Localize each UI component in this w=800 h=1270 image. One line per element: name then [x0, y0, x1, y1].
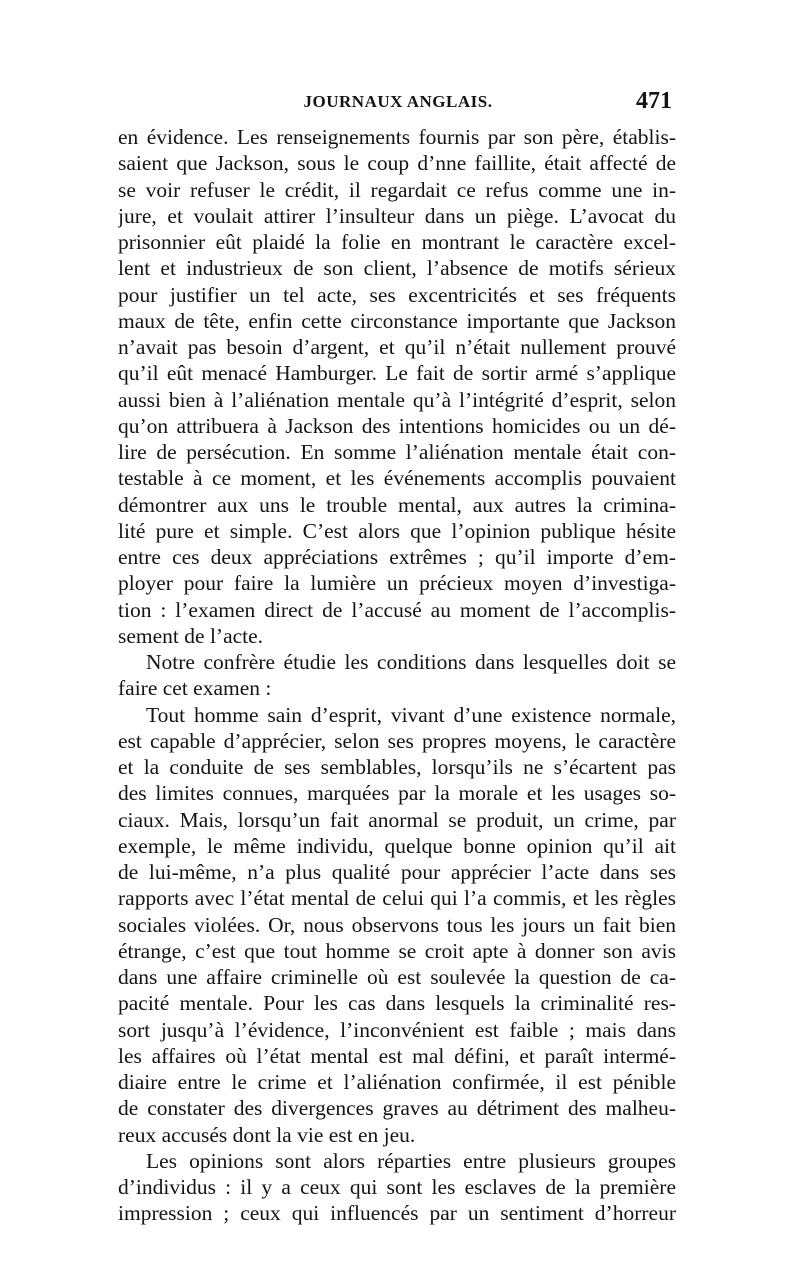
text-line: sement de l’acte.	[118, 623, 264, 648]
text-line: étrange, c’est que tout homme se croit apte à donner son avis	[118, 938, 676, 963]
text-line: Notre confrère étudie les conditions dans lesquelles doit se	[146, 650, 676, 674]
text-line: Tout homme sain d’esprit, vivant d’une existence normale,	[146, 702, 676, 727]
text-line: se voir refuser le crédit, il regardait ce refus comme une in-	[118, 177, 676, 202]
text-line: aussi bien à l’aliénation mentale qu’à l’intégrité d’esprit, selon	[118, 387, 676, 412]
body-text	[118, 124, 676, 1227]
text-line: en évidence. Les renseignements fournis par son père, établis-	[118, 125, 676, 149]
text-line: ciaux. Mais, lorsqu’un fait anormal se produit, un crime, par	[118, 807, 676, 832]
text-line: lent et industrieux de son client, l’absence de motifs sérieux	[118, 256, 676, 281]
text-line: Les opinions sont alors réparties entre plusieurs groupes	[146, 1148, 676, 1173]
text-line: qu’il eût menacé Hamburger. Le fait de sortir armé s’applique	[118, 361, 676, 386]
text-line: tion : l’examen direct de l’accusé au moment de l’accomplis-	[118, 597, 676, 622]
text-line: maux de tête, enfin cette circonstance importante que Jackson	[118, 308, 676, 333]
page-number: 471	[636, 88, 672, 114]
text-line: rapports avec l’état mental de celui qui l’a commis, et les règles	[118, 886, 676, 911]
text-line: lité pure et simple. C’est alors que l’opinion publique hésite	[118, 518, 676, 543]
text-line: de constater des divergences graves au détriment des malheu-	[118, 1096, 676, 1121]
text-line: saient que Jackson, sous le coup d’nne faillite, était affecté de	[118, 151, 676, 176]
text-line: sort jusqu’à l’évidence, l’inconvénient est faible ; mais dans	[118, 1017, 676, 1042]
running-title: JOURNAUX ANGLAIS.	[303, 92, 493, 111]
text-line: entre ces deux appréciations extrêmes ; qu’il importe d’em-	[118, 545, 676, 569]
text-line: prisonnier eût plaidé la folie en montrant le caractère excel-	[118, 230, 676, 254]
text-line: dans une affaire criminelle où est soulevée la question de ca-	[118, 965, 676, 989]
text-line: et la conduite de ses semblables, lorsqu’ils ne s’écartent pas	[118, 755, 676, 779]
text-line: ployer pour faire la lumière un précieux moyen d’investiga-	[118, 571, 676, 596]
text-line: impression ; ceux qui influencés par un sentiment d’horreur	[118, 1201, 676, 1226]
text-line: testable à ce moment, et les événements accomplis pouvaient	[118, 466, 676, 491]
text-line: des limites connues, marquées par la morale et les usages so-	[118, 781, 676, 806]
text-line: pour justifier un tel acte, ses excentricités et ses fréquents	[118, 282, 676, 307]
text-line: démontrer aux uns le trouble mental, aux autres la crimina-	[118, 492, 676, 517]
text-line: est capable d’apprécier, selon ses propres moyens, le caractère	[118, 728, 676, 753]
text-line: qu’on attribuera à Jackson des intentions homicides ou un dé-	[118, 413, 676, 438]
text-line: les affaires où l’état mental est mal défini, et paraît intermé-	[118, 1043, 676, 1068]
text-line: lire de persécution. En somme l’aliénation mentale était con-	[118, 440, 676, 464]
text-line: reux accusés dont la vie est en jeu.	[118, 1122, 416, 1147]
text-line: d’individus : il y a ceux qui sont les esclaves de la première	[118, 1175, 676, 1199]
text-line: jure, et voulait attirer l’insulteur dans un piège. L’avocat du	[118, 203, 676, 228]
text-line: faire cet examen :	[118, 676, 272, 701]
text-line: n’avait pas besoin d’argent, et qu’il n’était nullement prouvé	[118, 335, 676, 359]
text-line: pacité mentale. Pour les cas dans lesquels la criminalité res-	[118, 991, 676, 1016]
text-line: sociales violées. Or, nous observons tous les jours un fait bien	[118, 912, 676, 937]
text-line: de lui-même, n’a plus qualité pour apprécier l’acte dans ses	[118, 860, 676, 884]
text-line: exemple, le même individu, quelque bonne opinion qu’il ait	[118, 833, 676, 858]
running-head	[118, 88, 678, 118]
text-line: diaire entre le crime et l’aliénation confirmée, il est pénible	[118, 1070, 676, 1094]
